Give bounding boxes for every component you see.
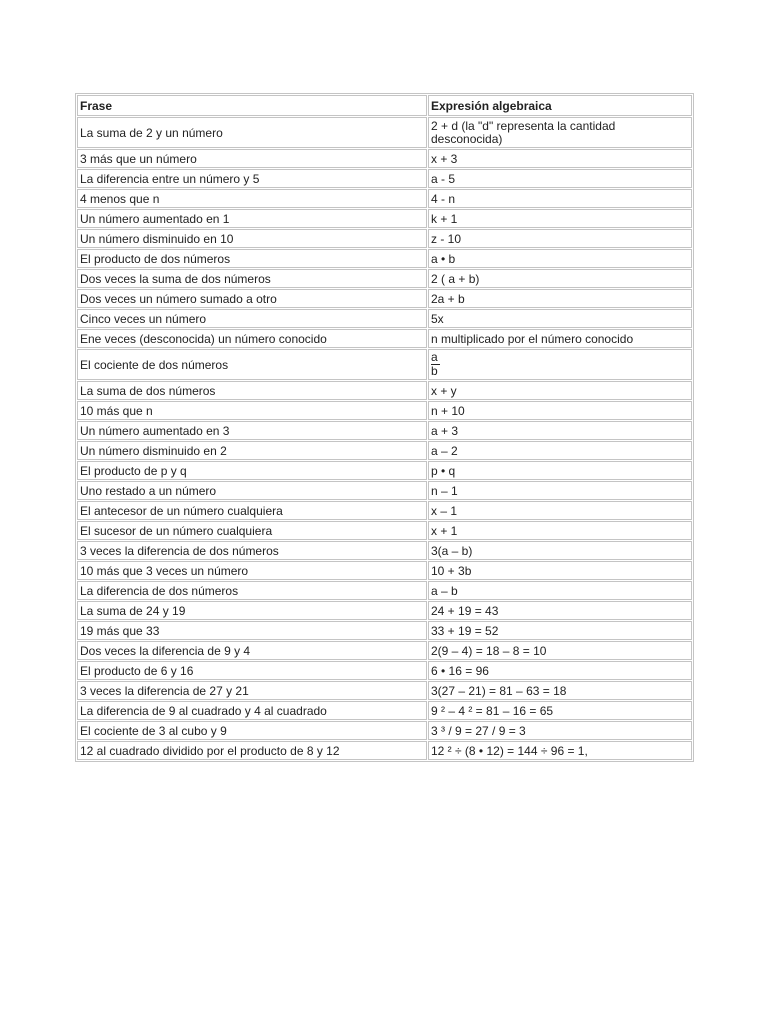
table-row <box>77 741 692 760</box>
frase-cell: La diferencia de 9 al cuadrado y 4 al cuadrado <box>77 701 427 720</box>
header-frase: Frase <box>77 95 427 116</box>
table-row <box>77 229 692 248</box>
table-row <box>77 501 692 520</box>
table-row <box>77 661 692 680</box>
table-row <box>77 309 692 328</box>
table-row <box>77 249 692 268</box>
frase-cell: 3 veces la diferencia de 27 y 21 <box>77 681 427 700</box>
fraction <box>431 351 440 378</box>
expresion-cell <box>428 349 692 380</box>
expresion-cell: 9 ² – 4 ² = 81 – 16 = 65 <box>428 701 692 720</box>
expresion-cell: 3(a – b) <box>428 541 692 560</box>
frase-cell: 19 más que 33 <box>77 621 427 640</box>
table-row <box>77 481 692 500</box>
expresion-cell: x + 3 <box>428 149 692 168</box>
expresion-cell: x + y <box>428 381 692 400</box>
expresion-cell: a – 2 <box>428 441 692 460</box>
frase-cell: Dos veces un número sumado a otro <box>77 289 427 308</box>
frase-cell: 3 más que un número <box>77 149 427 168</box>
expresion-cell: a – b <box>428 581 692 600</box>
table-row <box>77 329 692 348</box>
expresion-cell: p • q <box>428 461 692 480</box>
table-row <box>77 349 692 380</box>
table-body <box>77 117 692 760</box>
table-row <box>77 701 692 720</box>
frase-cell: Uno restado a un número <box>77 481 427 500</box>
frase-cell: Un número aumentado en 3 <box>77 421 427 440</box>
expresion-cell: 24 + 19 = 43 <box>428 601 692 620</box>
frase-cell: El producto de p y q <box>77 461 427 480</box>
expresion-cell: a - 5 <box>428 169 692 188</box>
expresion-cell: n – 1 <box>428 481 692 500</box>
expresion-cell: 4 - n <box>428 189 692 208</box>
table-row <box>77 521 692 540</box>
expresion-cell: 2(9 – 4) = 18 – 8 = 10 <box>428 641 692 660</box>
table-row <box>77 117 692 148</box>
expresion-cell: x – 1 <box>428 501 692 520</box>
expresion-cell: 3(27 – 21) = 81 – 63 = 18 <box>428 681 692 700</box>
expresion-cell: a + 3 <box>428 421 692 440</box>
fraction-denominator: b <box>431 364 438 378</box>
table-row <box>77 441 692 460</box>
table-row <box>77 401 692 420</box>
table-row <box>77 169 692 188</box>
table-header-row <box>77 95 692 116</box>
frase-cell: El producto de 6 y 16 <box>77 661 427 680</box>
expresion-cell: x + 1 <box>428 521 692 540</box>
table-row <box>77 601 692 620</box>
header-expresion: Expresión algebraica <box>428 95 692 116</box>
expresion-cell: 5x <box>428 309 692 328</box>
expresion-cell: 3 ³ / 9 = 27 / 9 = 3 <box>428 721 692 740</box>
frase-cell: El producto de dos números <box>77 249 427 268</box>
expresion-cell: 10 + 3b <box>428 561 692 580</box>
frase-cell: 12 al cuadrado dividido por el producto de 8 y 12 <box>77 741 427 760</box>
frase-cell: Cinco veces un número <box>77 309 427 328</box>
frase-cell: 10 más que n <box>77 401 427 420</box>
expresion-cell: a • b <box>428 249 692 268</box>
expresion-cell: n + 10 <box>428 401 692 420</box>
frase-cell: Un número disminuido en 2 <box>77 441 427 460</box>
table-row <box>77 149 692 168</box>
expresion-cell: 2 ( a + b) <box>428 269 692 288</box>
frase-cell: La suma de dos números <box>77 381 427 400</box>
table-row <box>77 581 692 600</box>
expresion-cell: z - 10 <box>428 229 692 248</box>
frase-cell: La suma de 2 y un número <box>77 117 427 148</box>
frase-cell: La suma de 24 y 19 <box>77 601 427 620</box>
table-row <box>77 381 692 400</box>
table-row <box>77 189 692 208</box>
expresion-cell: n multiplicado por el número conocido <box>428 329 692 348</box>
algebra-expressions-table <box>75 93 694 762</box>
expresion-cell: 2 + d (la "d" representa la cantidad desconocida) <box>428 117 692 148</box>
table-row <box>77 209 692 228</box>
frase-cell: 10 más que 3 veces un número <box>77 561 427 580</box>
table-row <box>77 461 692 480</box>
fraction-numerator: a <box>431 350 438 364</box>
frase-cell: Dos veces la diferencia de 9 y 4 <box>77 641 427 660</box>
expresion-cell: k + 1 <box>428 209 692 228</box>
frase-cell: El antecesor de un número cualquiera <box>77 501 427 520</box>
expresion-cell: 12 ² ÷ (8 • 12) = 144 ÷ 96 = 1, <box>428 741 692 760</box>
table-row <box>77 421 692 440</box>
frase-cell: El cociente de 3 al cubo y 9 <box>77 721 427 740</box>
frase-cell: La diferencia de dos números <box>77 581 427 600</box>
frase-cell: Un número disminuido en 10 <box>77 229 427 248</box>
table-row <box>77 269 692 288</box>
frase-cell: El cociente de dos números <box>77 349 427 380</box>
frase-cell: 4 menos que n <box>77 189 427 208</box>
frase-cell: 3 veces la diferencia de dos números <box>77 541 427 560</box>
table-row <box>77 289 692 308</box>
table-row <box>77 621 692 640</box>
table-row <box>77 721 692 740</box>
table-row <box>77 641 692 660</box>
table-row <box>77 541 692 560</box>
expresion-cell: 33 + 19 = 52 <box>428 621 692 640</box>
frase-cell: La diferencia entre un número y 5 <box>77 169 427 188</box>
table-row <box>77 681 692 700</box>
expresion-cell: 2a + b <box>428 289 692 308</box>
table-row <box>77 561 692 580</box>
algebra-table-container <box>75 93 692 762</box>
expresion-cell: 6 • 16 = 96 <box>428 661 692 680</box>
frase-cell: El sucesor de un número cualquiera <box>77 521 427 540</box>
frase-cell: Un número aumentado en 1 <box>77 209 427 228</box>
frase-cell: Ene veces (desconocida) un número conocido <box>77 329 427 348</box>
frase-cell: Dos veces la suma de dos números <box>77 269 427 288</box>
